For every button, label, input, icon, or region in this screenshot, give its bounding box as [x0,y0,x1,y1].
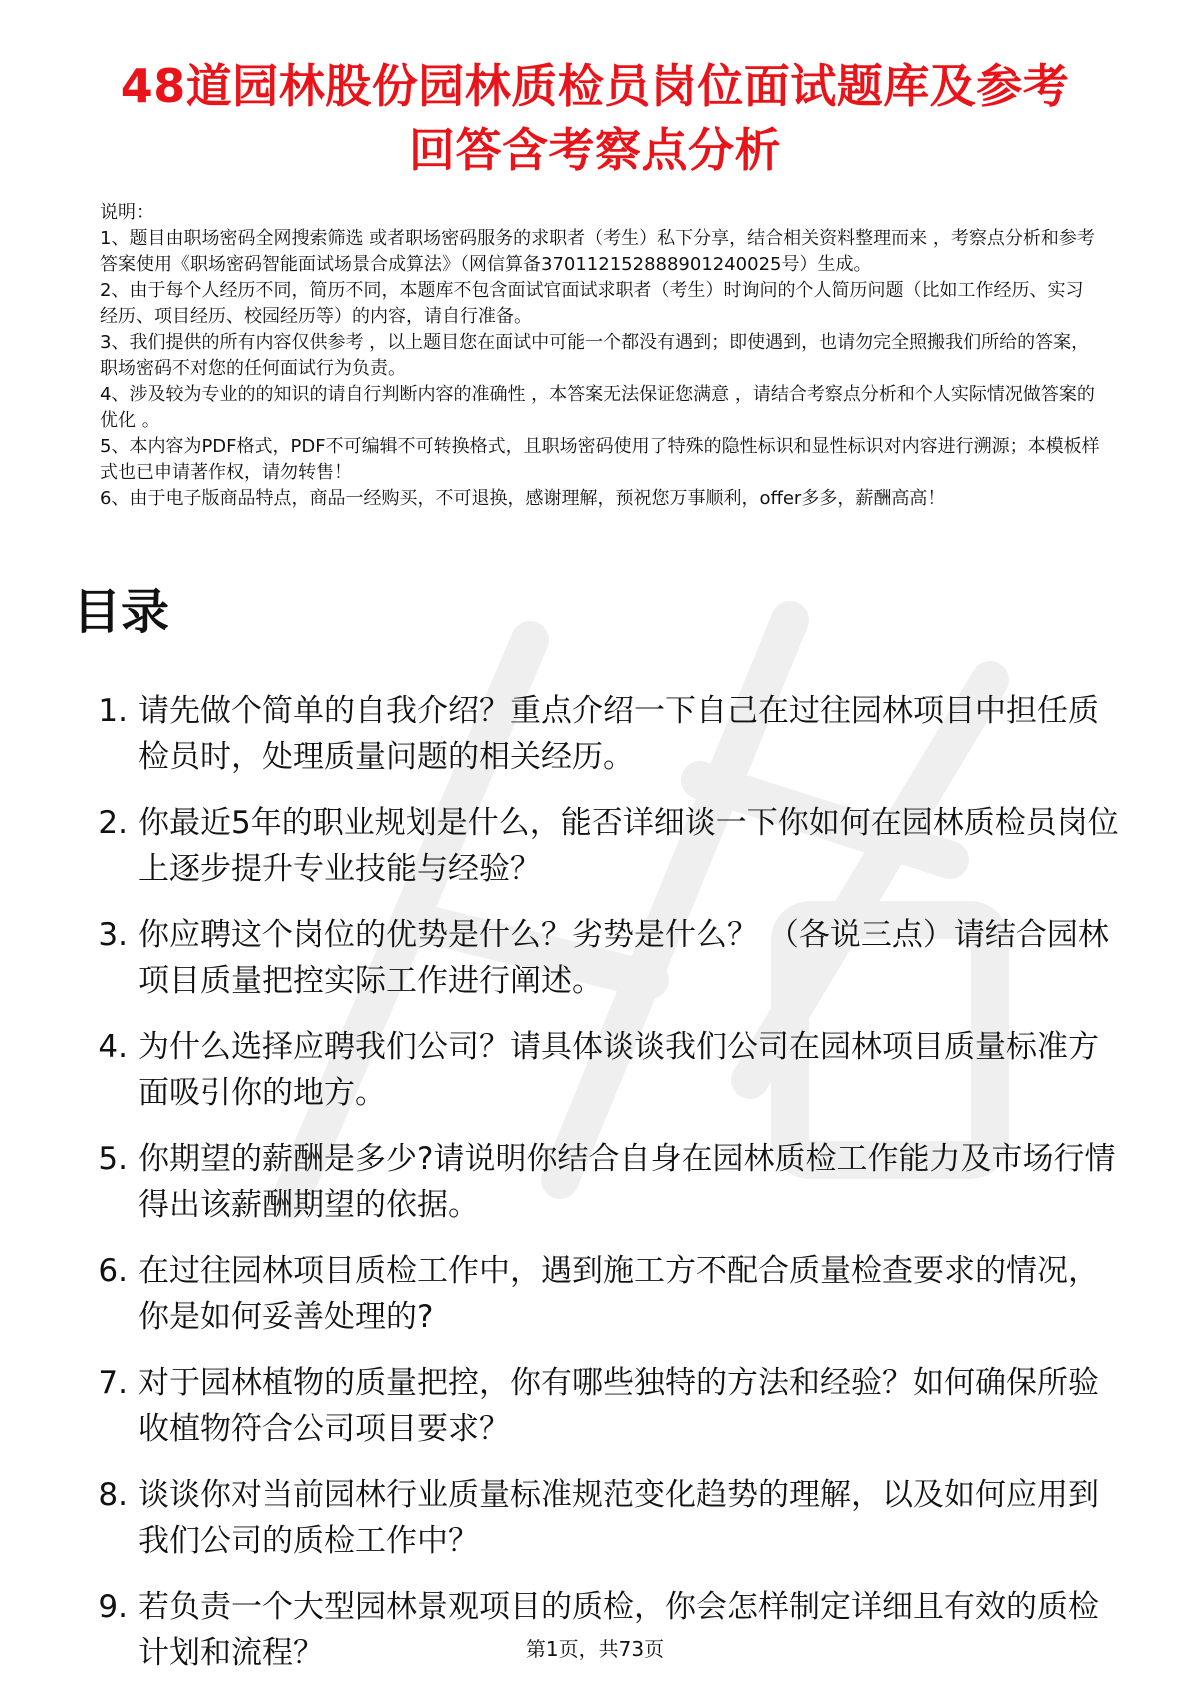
toc-item-text: 谈谈你对当前园林行业质量标准规范变化趋势的理解，以及如何应用到我们公司的质检工作中？ [138,1477,1099,1559]
toc-item[interactable] [80,1024,1120,1116]
document-title [60,54,1130,182]
title-line-1: 48道园林股份园林质检员岗位面试题库及参考 [120,59,1070,113]
toc-item-number: 5. [98,1141,128,1177]
title-line-2: 回答含考察点分析 [409,123,781,177]
toc-item[interactable] [80,912,1120,1004]
toc-heading: 目录 [73,584,170,640]
note-item-6: 6、由于电子版商品特点，商品一经购买，不可退换，感谢理解，预祝您万事顺利，offer多多，薪酬高高！ [100,488,946,509]
toc-item-text: 在过往园林项目质检工作中，遇到施工方不配合质量检查要求的情况，你是如何妥善处理的? [138,1253,1099,1335]
toc-item-text: 若负责一个大型园林景观项目的质检，你会怎样制定详细且有效的质检计划和流程？ [138,1589,1099,1671]
note-item-4: 4、涉及较为专业的的知识的请自行判断内容的准确性 ，本答案无法保证您满意 ，请结合考察点分析和个人实际情况做答案的优化 。 [100,384,1095,431]
note-item-3: 3、我们提供的所有内容仅供参考 ，以上题目您在面试中可能一个都没有遇到；即使遇到，也请勿完全照搬我们所给的答案，职场密码不对您的任何面试行为负责。 [100,332,1090,379]
toc-item-text: 你应聘这个岗位的优势是什么？劣势是什么？ （各说三点）请结合园林项目质量把控实际工作进行阐述。 [138,917,1109,999]
note-item-1: 1、题目由职场密码全网搜索筛选 或者职场密码服务的求职者（考生）私下分享，结合相关资料整理而来 ，考察点分析和参考答案使用《职场密码智能面试场景合成算法》（网信算备370112152888901240025号）生成。 [100,228,1095,275]
toc-item-text: 为什么选择应聘我们公司？请具体谈谈我们公司在园林项目质量标准方面吸引你的地方。 [138,1029,1099,1111]
toc-item-text: 请先做个简单的自我介绍？重点介绍一下自己在过往园林项目中担任质检员时，处理质量问题的相关经历。 [138,693,1099,775]
toc-list [80,688,1120,1696]
toc-item-number: 3. [98,917,128,953]
toc-item[interactable] [80,1472,1120,1564]
toc-item[interactable] [80,688,1120,780]
toc-item-number: 7. [98,1365,128,1401]
toc-item-number: 1. [98,693,128,729]
toc-item-text: 对于园林植物的质量把控，你有哪些独特的方法和经验？如何确保所验收植物符合公司项目要求？ [138,1365,1099,1447]
toc-item[interactable] [80,800,1120,892]
toc-item[interactable] [80,1360,1120,1452]
page-number-footer: 第1页，共73页 [525,1637,665,1661]
toc-item[interactable] [80,1136,1120,1228]
toc-item[interactable] [80,1248,1120,1340]
toc-item-text: 你期望的薪酬是多少?请说明你结合自身在园林质检工作能力及市场行情得出该薪酬期望的依据。 [138,1141,1116,1223]
toc-item-number: 8. [98,1477,128,1513]
notes-section [100,200,1100,512]
notes-heading: 说明： [100,202,154,223]
toc-item-text: 你最近5年的职业规划是什么，能否详细谈一下你如何在园林质检员岗位上逐步提升专业技能与经验？ [138,805,1119,887]
note-item-5: 5、本内容为PDF格式，PDF不可编辑不可转换格式，且职场密码使用了特殊的隐性标识和显性标识对内容进行溯源；本模板样式也已申请著作权，请勿转售！ [100,436,1100,483]
toc-item-number: 9. [98,1589,128,1625]
toc-item-number: 4. [98,1029,128,1065]
toc-item-number: 6. [98,1253,128,1289]
toc-item-number: 2. [98,805,128,841]
note-item-2: 2、由于每个人经历不同，简历不同，本题库不包含面试官面试求职者（考生）时询问的个人简历问题（比如工作经历、实习经历、项目经历、校园经历等）的内容，请自行准备。 [100,280,1084,327]
